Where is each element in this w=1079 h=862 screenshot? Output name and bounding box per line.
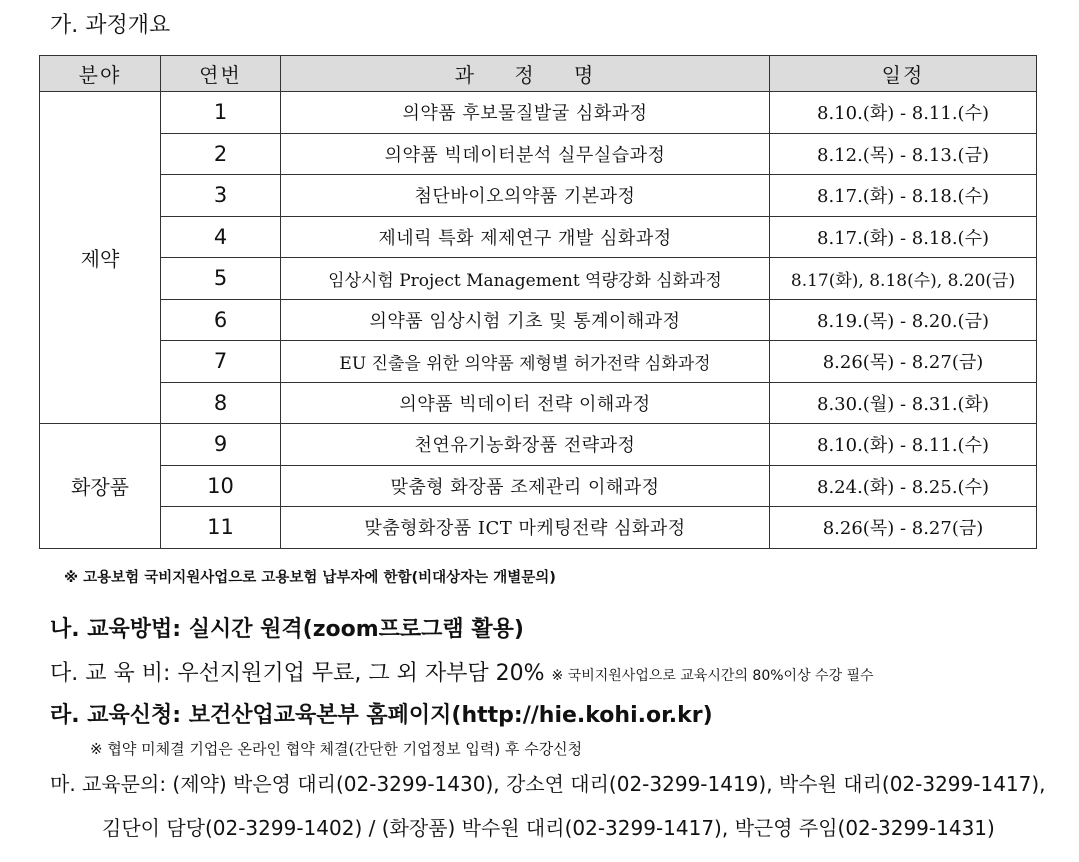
row-number: 9 xyxy=(161,424,281,466)
contact-line-1: 마. 교육문의: (제약) 박은영 대리(02-3299-1430), 강소연 대리(02-3299-1419), 박수원 대리(02-3299-1417), xyxy=(50,772,1046,796)
course-name: 맞춤형화장품 ICT 마케팅전략 심화과정 xyxy=(281,507,770,549)
table-row xyxy=(40,382,1037,424)
course-name: 의약품 임상시험 기초 및 통계이해과정 xyxy=(281,299,770,341)
course-name: 임상시험 Project Management 역량강화 심화과정 xyxy=(281,258,770,300)
row-number: 6 xyxy=(161,299,281,341)
row-number: 7 xyxy=(161,341,281,383)
table-row xyxy=(40,175,1037,217)
application-note: ※ 협약 미체결 기업은 온라인 협약 체결(간단한 기업정보 입력) 후 수강신청 xyxy=(90,740,583,758)
row-number: 2 xyxy=(161,133,281,175)
row-number: 3 xyxy=(161,175,281,217)
course-date: 8.24.(화) - 8.25.(수) xyxy=(770,465,1037,507)
course-date: 8.26(목) - 8.27(금) xyxy=(770,341,1037,383)
table-row xyxy=(40,507,1037,549)
header-category: 분야 xyxy=(40,56,161,92)
row-number: 1 xyxy=(161,92,281,134)
row-number: 10 xyxy=(161,465,281,507)
header-course-name: 과 정 명 xyxy=(281,56,770,92)
course-name: 천연유기농화장품 전략과정 xyxy=(281,424,770,466)
category-cell-pharma: 제약 xyxy=(40,92,161,424)
course-name: 의약품 후보물질발굴 심화과정 xyxy=(281,92,770,134)
table-row xyxy=(40,465,1037,507)
header-schedule: 일정 xyxy=(770,56,1037,92)
education-method: 나. 교육방법: 실시간 원격(zoom프로그램 활용) xyxy=(50,617,524,642)
category-cell-cosmetics: 화장품 xyxy=(40,424,161,549)
course-name: EU 진출을 위한 의약품 제형별 허가전략 심화과정 xyxy=(281,341,770,383)
table-row xyxy=(40,216,1037,258)
table-row xyxy=(40,299,1037,341)
contact-line-2: 김단이 담당(02-3299-1402) / (화장품) 박수원 대리(02-3299-1417), 박근영 주임(02-3299-1431) xyxy=(102,816,995,840)
course-name: 첨단바이오의약품 기본과정 xyxy=(281,175,770,217)
header-number: 연번 xyxy=(161,56,281,92)
course-date: 8.12.(목) - 8.13.(금) xyxy=(770,133,1037,175)
course-date: 8.17(화), 8.18(수), 8.20(금) xyxy=(770,258,1037,300)
table-row xyxy=(40,341,1037,383)
course-date: 8.17.(화) - 8.18.(수) xyxy=(770,175,1037,217)
course-table xyxy=(39,55,1037,549)
row-number: 4 xyxy=(161,216,281,258)
course-date: 8.17.(화) - 8.18.(수) xyxy=(770,216,1037,258)
table-row xyxy=(40,424,1037,466)
table-row xyxy=(40,92,1037,134)
course-name: 맞춤형 화장품 조제관리 이해과정 xyxy=(281,465,770,507)
row-number: 8 xyxy=(161,382,281,424)
course-date: 8.30.(월) - 8.31.(화) xyxy=(770,382,1037,424)
row-number: 5 xyxy=(161,258,281,300)
course-name: 의약품 빅데이터분석 실무실습과정 xyxy=(281,133,770,175)
insurance-note: ※ 고용보험 국비지원사업으로 고용보험 납부자에 한함(비대상자는 개별문의) xyxy=(64,570,556,586)
row-number: 11 xyxy=(161,507,281,549)
course-date: 8.19.(목) - 8.20.(금) xyxy=(770,299,1037,341)
education-fee-note: ※ 국비지원사업으로 교육시간의 80%이상 수강 필수 xyxy=(551,668,874,684)
education-application: 라. 교육신청: 보건산업교육본부 홈페이지(http://hie.kohi.or.kr) xyxy=(50,703,713,728)
education-fee: 다. 교 육 비: 우선지원기업 무료, 그 외 자부담 20% xyxy=(50,661,545,686)
section-title: 가. 과정개요 xyxy=(50,13,171,38)
table-row xyxy=(40,258,1037,300)
education-fee-line xyxy=(50,656,874,687)
table-row xyxy=(40,133,1037,175)
course-date: 8.26(목) - 8.27(금) xyxy=(770,507,1037,549)
course-name: 의약품 빅데이터 전략 이해과정 xyxy=(281,382,770,424)
course-date: 8.10.(화) - 8.11.(수) xyxy=(770,424,1037,466)
course-date: 8.10.(화) - 8.11.(수) xyxy=(770,92,1037,134)
table-header-row xyxy=(40,56,1037,92)
course-name: 제네릭 특화 제제연구 개발 심화과정 xyxy=(281,216,770,258)
